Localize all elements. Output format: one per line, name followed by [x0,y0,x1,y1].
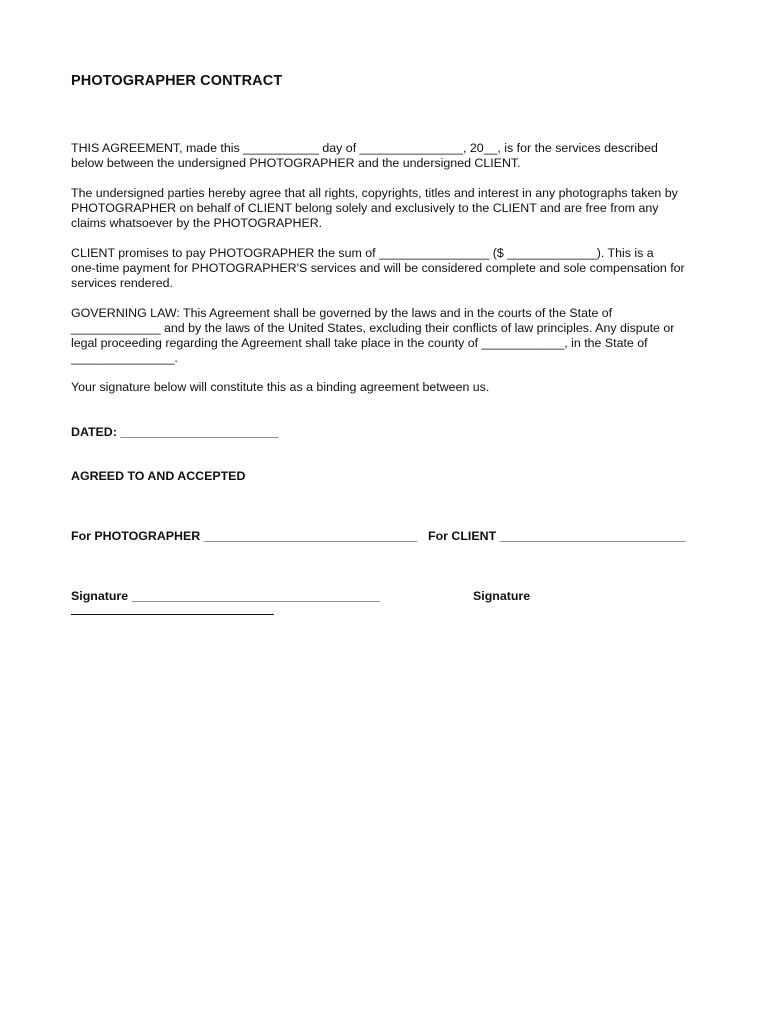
binding-agreement-paragraph: Your signature below will constitute this as a binding agreement between us. [71,380,490,394]
agreement-intro-paragraph: THIS AGREEMENT, made this ___________ day of _______________, 20__, is for the services described below between the undersigned PHOTOGRAPHER and the undersigned CLIENT. [71,141,658,170]
dated-line: DATED: _______________________ [71,425,279,439]
client-line: For CLIENT ___________________________ [428,529,686,543]
payment-paragraph: CLIENT promises to pay PHOTOGRAPHER the sum of ________________ ($ _____________). This is a one-time payment for PHOTOGRAPHER'S services and will be considered complete and sole compensation for services rendered. [71,246,685,290]
document-title: PHOTOGRAPHER CONTRACT [71,73,283,89]
agreed-heading: AGREED TO AND ACCEPTED [71,469,246,483]
rights-paragraph: The undersigned parties hereby agree that all rights, copyrights, titles and interest in any photographs taken by PHOTOGRAPHER on behalf of CLIENT belong solely and exclusively to the CLIENT and are free from any claims whatsoever by the PHOTOGRAPHER. [71,186,678,230]
governing-law-paragraph: GOVERNING LAW: This Agreement shall be governed by the laws and in the courts of the State of _____________ and by the laws of the United States, excluding their conflicts of law principles. Any dispute or legal proceeding regarding the Agreement shall take place in the county of ____________, in the State of _______________. [71,306,675,365]
photographer-line: For PHOTOGRAPHER _______________________________ [71,529,418,543]
client-signature-rule [71,614,274,615]
photographer-signature-line: Signature ____________________________________ [71,589,380,603]
client-signature-label: Signature [473,589,531,603]
